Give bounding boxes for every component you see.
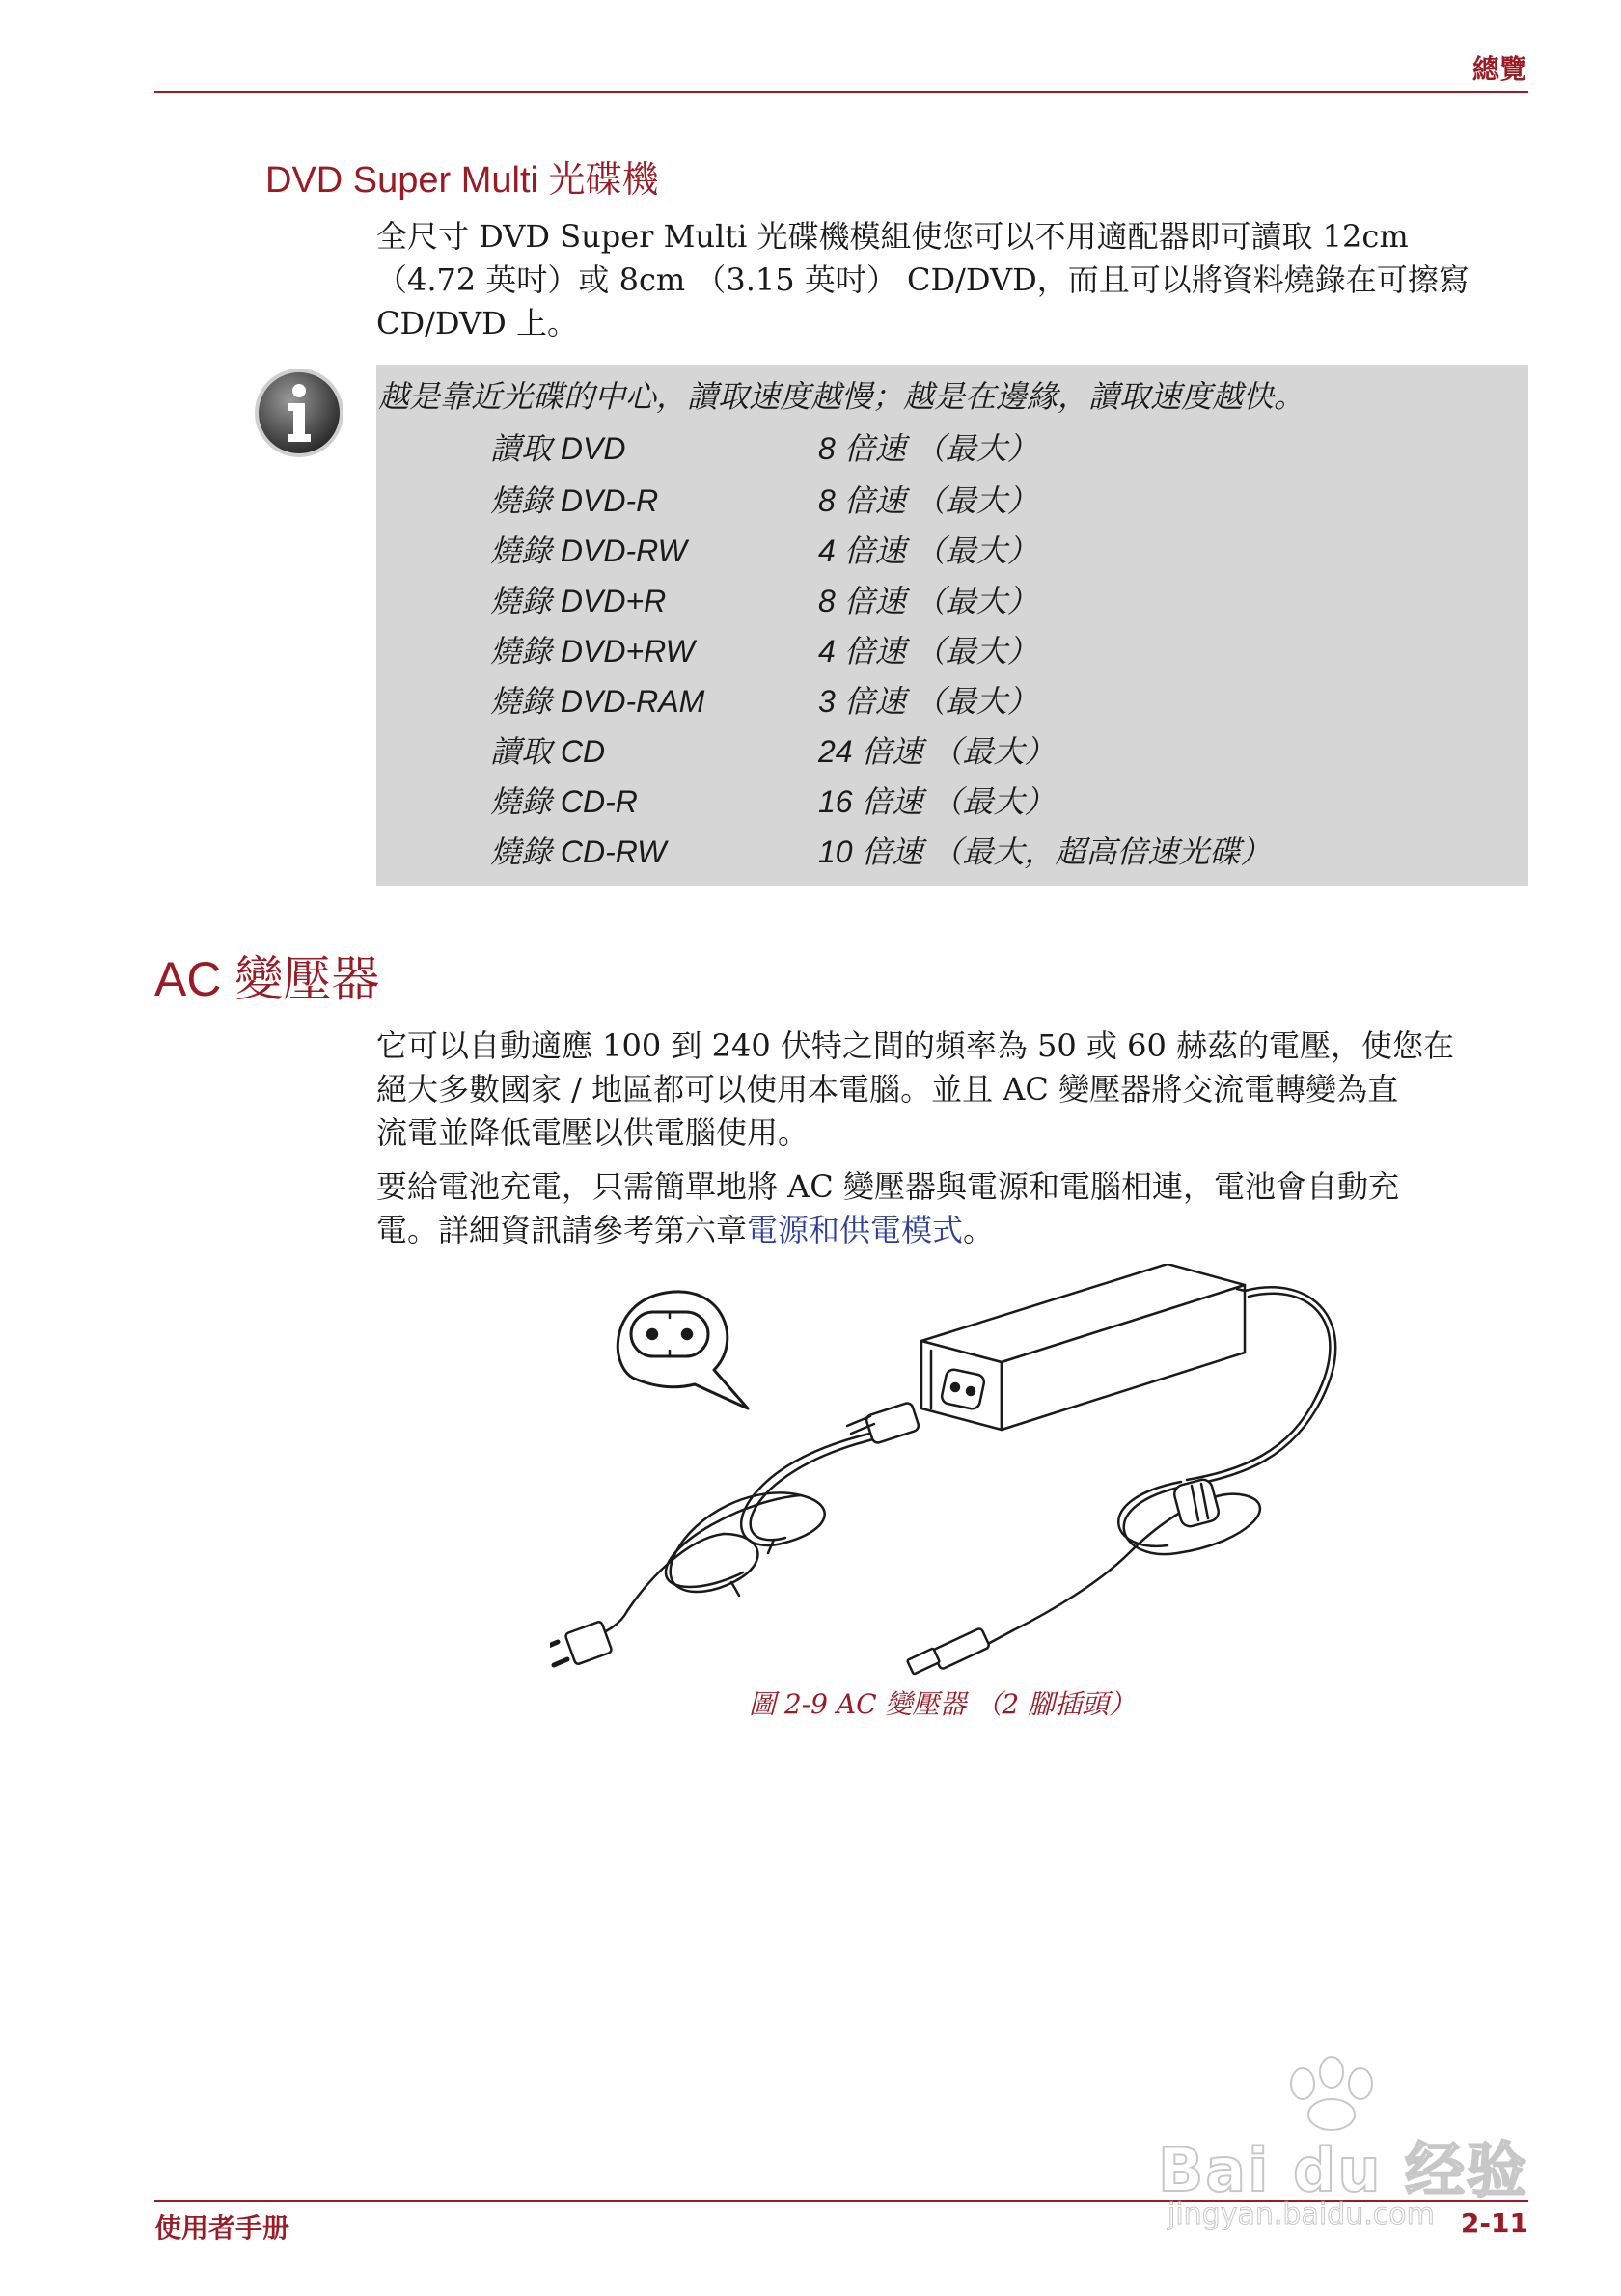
speed-value: 4 倍速 （最大） <box>818 533 1038 568</box>
speed-value: 8 倍速 （最大） <box>818 431 1038 466</box>
figure-caption: 圖 2-9 AC 變壓器 （2 腳插頭） <box>749 1688 1137 1720</box>
ac-adapter-illustration <box>550 1264 1418 1688</box>
speed-value: 8 倍速 （最大） <box>818 483 1038 518</box>
speed-label: 燒錄 DVD+RW <box>490 634 695 669</box>
note-box <box>376 365 1528 886</box>
watermark <box>1148 2055 1544 2231</box>
footer-manual-title: 使用者手册 <box>154 2212 290 2244</box>
speed-label: 燒錄 DVD-R <box>490 483 659 518</box>
speed-value: 16 倍速 （最大） <box>818 784 1056 819</box>
speed-label: 燒錄 DVD-RW <box>490 533 687 568</box>
battery-charge-suffix: 。 <box>963 1212 995 1248</box>
info-icon <box>251 365 347 461</box>
dvd-description-line: 全尺寸 DVD Super Multi 光碟機模組使您可以不用適配器即可讀取 12cm <box>376 218 1409 255</box>
adapter-brick <box>921 1264 1245 1430</box>
speed-label: 燒錄 DVD+R <box>490 584 667 618</box>
power-modes-link[interactable]: 電源和供電模式 <box>747 1212 964 1248</box>
page-number: 2-11 <box>1460 2207 1528 2239</box>
dvd-description-line: CD/DVD 上。 <box>376 305 578 342</box>
dvd-description <box>376 215 1528 345</box>
ac-description-line: 絕大多數國家 / 地區都可以使用本電腦。並且 AC 變壓器將交流電轉變為直 <box>376 1071 1399 1107</box>
note-text: 越是靠近光碟的中心，讀取速度越慢；越是在邊緣，讀取速度越快。 <box>378 378 1305 415</box>
speed-label: 燒錄 CD-RW <box>490 834 667 869</box>
battery-charge-prefix: 電。詳細資訊請參考第六章 <box>376 1212 748 1248</box>
speed-value: 4 倍速 （最大） <box>818 634 1038 669</box>
speed-value: 8 倍速 （最大） <box>818 584 1038 618</box>
ac-description <box>376 1025 1528 1155</box>
ac-section-heading: AC 變壓器 <box>154 952 380 1006</box>
paw-icon <box>1274 2055 1389 2132</box>
battery-charge-description <box>376 1165 1528 1252</box>
battery-charge-line <box>376 1209 1528 1252</box>
ac-description-line: 它可以自動適應 100 到 240 伏特之間的頻率為 50 或 60 赫茲的電壓，使您在 <box>376 1027 1454 1064</box>
header-divider <box>154 91 1528 93</box>
page-header-title: 總覽 <box>1471 53 1526 85</box>
watermark-brand: Bai du 经验 <box>1158 2135 1529 2205</box>
dvd-section-heading: DVD Super Multi 光碟機 <box>265 160 659 201</box>
watermark-url: jingyan.baidu.com <box>1168 2198 1435 2231</box>
speed-label: 讀取 DVD <box>490 431 626 466</box>
battery-charge-line: 要給電池充電，只需簡單地將 AC 變壓器與電源和電腦相連，電池會自動充 <box>376 1168 1399 1205</box>
speed-value: 3 倍速 （最大） <box>818 684 1038 719</box>
speed-label: 燒錄 DVD-RAM <box>490 684 705 719</box>
speed-value: 10 倍速 （最大，超高倍速光碟） <box>818 834 1272 869</box>
speed-label: 讀取 CD <box>490 734 606 769</box>
speed-value: 24 倍速 （最大） <box>818 734 1056 769</box>
ac-description-line: 流電並降低電壓以供電腦使用。 <box>376 1114 810 1151</box>
speed-label: 燒錄 CD-R <box>490 784 638 819</box>
dvd-description-line: （4.72 英吋）或 8cm （3.15 英吋） CD/DVD，而且可以將資料燒錄在可擦寫 <box>376 261 1470 298</box>
